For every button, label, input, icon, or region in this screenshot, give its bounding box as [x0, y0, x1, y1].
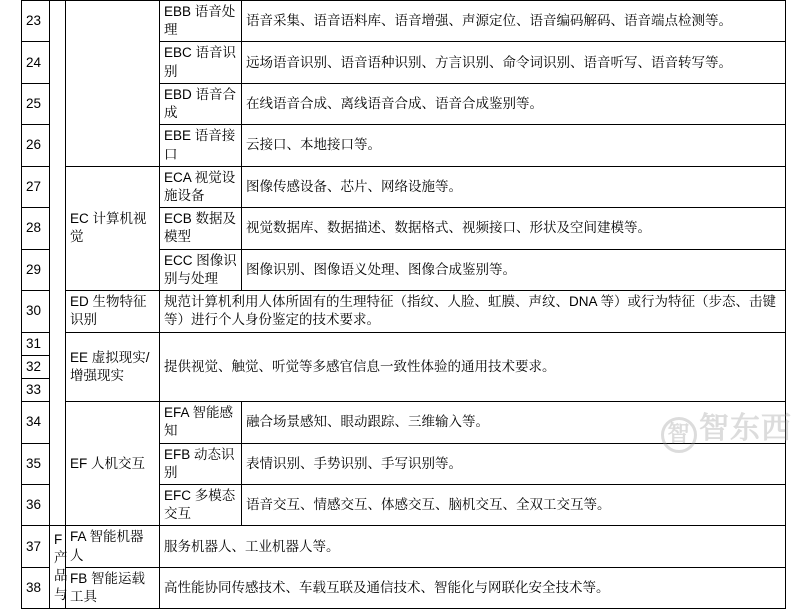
- description-cell: 云接口、本地接口等。: [242, 125, 786, 166]
- table-row: [22, 526, 786, 567]
- description-cell: 融合场景感知、眼动跟踪、三维输入等。: [242, 402, 786, 443]
- technology-classification-table: [21, 0, 786, 609]
- description-cell: 表情识别、手势识别、手写识别等。: [242, 443, 786, 484]
- description-cell: 在线语音合成、离线语音合成、语音合成鉴别等。: [242, 83, 786, 124]
- watermark-logo: 智: [661, 417, 697, 453]
- row-number: 38: [22, 567, 50, 608]
- sub-tech-label: EFB 动态识别: [160, 443, 242, 484]
- row-number: 31: [22, 332, 50, 355]
- row-number: 30: [22, 291, 50, 332]
- description-cell: 提供视觉、触觉、听觉等多感官信息一致性体验的通用技术要求。: [160, 332, 786, 402]
- row-number: 32: [22, 355, 50, 378]
- row-number: 35: [22, 443, 50, 484]
- row-number: 37: [22, 526, 50, 567]
- group-cell-ee: EE 虚拟现实/增强现实: [66, 332, 160, 402]
- group-cell-eb: [66, 1, 160, 167]
- description-cell: 远场语音识别、语音语种识别、方言识别、命令词识别、语音听写、语音转写等。: [242, 42, 786, 83]
- description-cell: 高性能协同传感技术、车载互联及通信技术、智能化与网联化安全技术等。: [160, 567, 786, 608]
- sub-tech-label: ECA 视觉设施设备: [160, 166, 242, 207]
- description-cell: 服务机器人、工业机器人等。: [160, 526, 786, 567]
- row-number: 25: [22, 83, 50, 124]
- description-cell: 语音采集、语音语料库、语音增强、声源定位、语音编码解码、语音端点检测等。: [242, 1, 786, 42]
- sub-tech-label: EFC 多模态交互: [160, 485, 242, 526]
- sub-tech-label: EFA 智能感知: [160, 402, 242, 443]
- description-cell: 规范计算机利用人体所固有的生理特征（指纹、人脸、虹膜、声纹、DNA 等）或行为特征（步态、击键等）进行个人身份鉴定的技术要求。: [160, 291, 786, 332]
- row-number: 27: [22, 166, 50, 207]
- sub-tech-label: EBC 语音识别: [160, 42, 242, 83]
- table-row: [22, 291, 786, 332]
- sub-tech-label: EBB 语音处理: [160, 1, 242, 42]
- row-number: 34: [22, 402, 50, 443]
- category-cell-f: F 产品与: [50, 526, 66, 609]
- group-cell-ef: EF 人机交互: [66, 402, 160, 526]
- group-cell-fb: FB 智能运载工具: [66, 567, 160, 608]
- group-cell-ed: ED 生物特征识别: [66, 291, 160, 332]
- row-number: 23: [22, 1, 50, 42]
- row-number: 33: [22, 378, 50, 401]
- sub-tech-label: EBE 语音接口: [160, 125, 242, 166]
- table-row: [22, 332, 786, 355]
- row-number: 26: [22, 125, 50, 166]
- watermark-text: 智东西: [699, 412, 792, 445]
- group-cell-ec: EC 计算机视觉: [66, 166, 160, 290]
- group-cell-fa: FA 智能机器人: [66, 526, 160, 567]
- sub-tech-label: ECB 数据及模型: [160, 208, 242, 249]
- description-cell: 图像识别、图像语义处理、图像合成鉴别等。: [242, 249, 786, 290]
- description-cell: 语音交互、情感交互、体感交互、脑机交互、全双工交互等。: [242, 485, 786, 526]
- row-number: 36: [22, 485, 50, 526]
- table-row: [22, 1, 786, 42]
- row-number: 28: [22, 208, 50, 249]
- table-row: [22, 166, 786, 207]
- table-row: [22, 402, 786, 443]
- description-cell: 图像传感设备、芯片、网络设施等。: [242, 166, 786, 207]
- sub-tech-label: ECC 图像识别与处理: [160, 249, 242, 290]
- sub-tech-label: EBD 语音合成: [160, 83, 242, 124]
- row-number: 24: [22, 42, 50, 83]
- description-cell: 视觉数据库、数据描述、数据格式、视频接口、形状及空间建模等。: [242, 208, 786, 249]
- row-number: 29: [22, 249, 50, 290]
- table-row: [22, 567, 786, 608]
- category-cell-e: [50, 1, 66, 526]
